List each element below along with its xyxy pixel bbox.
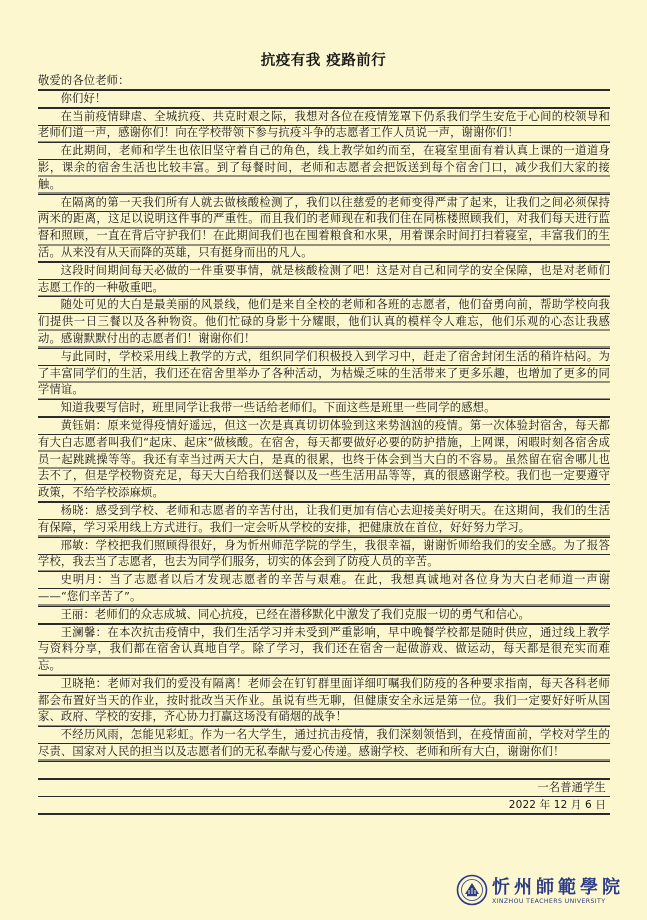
paragraph: 与此同时，学校采用线上教学的方式，组织同学们积极投入到学习中，赶走了宿舍封闭生活的稍许枯闷。为了丰富同学们的生活，我们还在宿舍里举办了各种活动，为枯燥乏味的生活带来了更多乐趣，也增加了更多的同学情谊。: [38, 349, 610, 400]
letter-body: [38, 73, 610, 815]
greeting: 敬爱的各位老师：: [38, 73, 610, 91]
university-name-en: XINZHOU TEACHERS UNIVERSITY: [492, 898, 606, 905]
blank-line: [38, 762, 610, 780]
letter-title: 抗疫有我 疫路前行: [260, 53, 387, 69]
paragraph: 在此期间，老师和学生也依旧坚守着自己的角色，线上教学如约而至，在寝室里面有着认真上课的一道道身影，课余的宿舍生活也比较丰富。到了每餐时间，老师和志愿者会把饭送到每个宿舍门口，减少我们大家的接触。: [38, 143, 610, 194]
university-emblem-icon: [456, 874, 488, 906]
paragraph: 这段时间期间每天必做的一件重要事情，就是核酸检测了吧！这是对自己和同学的安全保障，也是对老师们志愿工作的一种敬重吧。: [38, 263, 610, 298]
paragraph: 你们好！: [38, 91, 610, 109]
paragraph: 卫晓艳：老师对我们的爱没有隔离！老师会在钉钉群里面详细叮嘱我们防疫的各种要求指南，每天各科老师都会布置好当天的作业，按时批改当天作业。虽说有些无聊，但健康安全永远是第一位。我们一定要好好听从国家、政府、学校的安排，齐心协力打赢这场没有硝烟的战争！: [38, 676, 610, 727]
paragraph: 知道我要写信时，班里同学让我带一些话给老师们。下面这些是班里一些同学的感想。: [38, 400, 610, 418]
paragraph: 邢敏：学校把我们照顾得很好，身为忻州师范学院的学生，我很幸福，谢谢忻师给我们的安全感。为了报答学校，我去当了志愿者，也去为同学们服务，切实的体会到了防疫人员的辛苦。: [38, 538, 610, 573]
paragraph: 不经历风雨，怎能见彩虹。作为一名大学生，通过抗击疫情，我们深刻领悟到，在疫情面前，学校对学生的尽责、国家对人民的担当以及志愿者们的无私奉献与爱心传递。感谢学校、老师和所有大白，谢谢你们！: [38, 727, 610, 762]
university-logo: [456, 872, 636, 910]
paragraph: 黄钰娟：原来觉得疫情好遥远，但这一次是真真切切体验到这来势汹汹的疫情。第一次体验封宿舍，每天都有大白志愿者叫我们“起床、起床”做核酸。在宿舍，每天都要做好必要的防护措施，上网课，闲暇时刻各宿舍成员一起跳跳操等等。我还有幸当过两天大白，是真的很累，也终于体会到当大白的不容易。虽然留在宿舍哪儿也去不了，但是学校物资充足，每天大白给我们送餐以及一些生活用品等等，真的很感谢学校。我们也一定要遵守政策，不给学校添麻烦。: [38, 418, 610, 503]
paragraph: 在当前疫情肆虐、全城抗疫、共克时艰之际，我想对各位在疫情笼罩下仍系我们学生安危于心间的校领导和老师们道一声，感谢你们！向在学校带领下参与抗疫斗争的志愿者工作人员说一声，谢谢你们！: [38, 109, 610, 144]
paragraph: 杨晓：感受到学校、老师和志愿者的辛苦付出，让我们更加有信心去迎接美好明天。在这期间，我们的生活有保障，学习采用线上方式进行。我们一定会听从学校的安排，把健康放在首位，好好努力学习。: [38, 503, 610, 538]
paragraph: 王澜馨：在本次抗击疫情中，我们生活学习并未受到严重影响，早中晚餐学校都是随时供应，通过线上教学与资料分享，我们都在宿舍认真地自学。除了学习，我们还在宿舍一起做游戏、做运动，每天都是很充实而难忘。: [38, 625, 610, 676]
signature: 一名普通学生: [38, 780, 610, 798]
paragraph: 史明月：当了志愿者以后才发现志愿者的辛苦与艰难。在此，我想真诚地对各位身为大白老师道一声谢——“您们辛苦了”。: [38, 572, 610, 607]
university-name-cn: 忻州師範學院: [492, 877, 624, 898]
paragraph: 在隔离的第一天我们所有人就去做核酸检测了，我们以往慈爱的老师变得严肃了起来，让我们之间必须保持两米的距离，这足以说明这件事的严重性。而且我们的老师现在和我们住在同栋楼照顾我们，对我们每天进行监督和照顾，一直在背后守护我们！在此期间我们也在囤着粮食和水果，用着课余时间打扫着寝室，丰富我们的生活。从来没有从天而降的英雄，只有挺身而出的凡人。: [38, 195, 610, 263]
paragraph: 王丽：老师们的众志成城、同心抗疫，已经在潜移默化中激发了我们克服一切的勇气和信心。: [38, 607, 610, 625]
paragraph: 随处可见的大白是最美丽的风景线，他们是来自全校的老师和各班的志愿者，他们奋勇向前，帮助学校向我们提供一日三餐以及各种物资。他们忙碌的身影十分耀眼，他们认真的模样令人难忘，他们乐观的心态让我感动。感谢默默付出的志愿者们！谢谢你们！: [38, 297, 610, 348]
letter-date: 2022 年 12 月 6 日: [38, 797, 610, 815]
